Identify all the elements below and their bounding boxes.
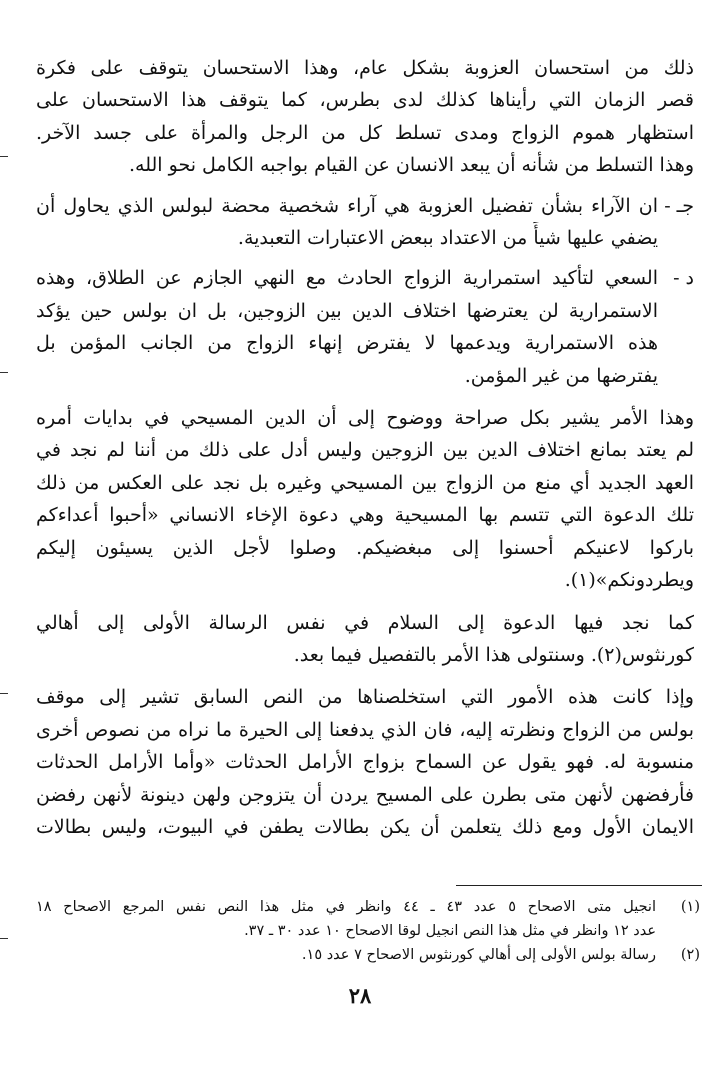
text-line: بولس من الزواج ونظرته إليه، فان الذي يدفعنا إلى الحيرة ما نراه من نصوص أخرى [36,718,694,741]
text-line: تلك الدعوة التي تتسم بها المسيحية وهي دعوة الإخاء الانساني «أحبوا أعداءكم [36,504,694,527]
text-line: العهد الجديد أي منع من الزواج بين المسيحي وغيره بل نجد على العكس من ذلك [36,471,694,494]
footnotes [36,895,700,967]
margin-mark [0,693,8,694]
text-line: منسوبة له. فهو يقول عن السماح بزواج الأرامل الحدثات «وأما الأرامل الحدثات [36,751,694,774]
paragraph-1 [36,52,694,182]
body-text [36,52,694,843]
margin-mark [0,938,8,939]
text-line: هذه الاستمرارية ويدعمها لا يفترض إنهاء الزواج من الجانب المؤمن بل [36,332,658,355]
text-line: باركوا لاعنيكم أحسنوا إلى مبغضيكم. وصلوا لأجل الذين يسيئون إليكم [36,536,694,559]
text-line: فأرفضهن لأنهن متى بطرن على المسيح يردن أن يتزوجن ولهن دينونة لأنهن رفضن [36,783,694,806]
footnote-line: عدد ١٢ وانظر في مثل هذا النص انجيل لوقا الاصحاح ١٠ عدد ٣٠ ـ ٣٧. [244,923,656,939]
paragraph-3 [36,607,694,672]
text-line: استظهار هموم الزواج ومدى تسلط كل من الرجل والمرأة على جسد الآخر. [36,121,694,144]
footnote-number: (٢) [680,947,700,963]
text-line: الايمان الأول ومع ذلك يتعلمن أن يكن بطالات يطفن في البيوت، وليس بطالات [36,815,694,838]
page-number: ٢٨ [348,983,372,1008]
text-line: قصر الزمان التي رأيناها كذلك لدى بطرس، كما يتوقف هذا الاستحسان على [36,89,694,112]
footnote-2 [36,943,700,967]
text-line: يفترضها من غير المؤمن. [464,364,658,387]
margin-mark [0,372,8,373]
text-line: ان الآراء بشأن تفضيل العزوبة هي آراء شخصية محضة لبولس الذي يحاول أن [36,194,658,217]
list-item-d [36,262,694,392]
text-line: وهذا الأمر يشير بكل صراحة ووضوح إلى أن الدين المسيحي في بدايات أمره [36,407,694,430]
footnote-line: رسالة بولس الأولى إلى أهالي كورنثوس الاصحاح ٧ عدد ١٥. [301,947,656,963]
text-line: ويطردونكم»(١). [564,569,694,592]
footnote-line: انجيل متى الاصحاح ٥ عدد ٤٣ ـ ٤٤ وانظر في مثل هذا النص نفس المرجع الاصحاح ١٨ [36,899,656,915]
text-line: ذلك من استحسان العزوبة بشكل عام، وهذا الاستحسان يتوقف على فكرة [36,57,694,79]
text-line: كما نجد فيها الدعوة إلى السلام في نفس الرسالة الأولى إلى أهالي [36,611,694,634]
margin-mark [0,156,8,157]
list-item-j [36,190,694,255]
list-marker: د - [673,267,694,290]
footnote-divider [456,885,702,886]
footnote-number: (١) [680,899,700,915]
text-line: الاستمرارية لن يعترضها اختلاف الدين بين الزوجين، بل ان بولس حين يؤكد [36,299,658,322]
text-line: لم يعتد بمانع اختلاف الدين بين الزوجين وليس أدل على ذلك من أننا لم نجد في [36,439,694,462]
paragraph-4 [36,681,694,843]
text-line: وإذا كانت هذه الأمور التي استخلصناها من النص السابق تشير إلى موقف [36,686,694,709]
text-line: السعي لتأكيد استمرارية الزواج الحادث مع النهي الجازم عن الطلاق، وهذه [36,267,658,290]
footnote-1 [36,895,700,943]
paragraph-2 [36,402,694,596]
text-line: كورنثوس(٢). وسنتولى هذا الأمر بالتفصيل فيما بعد. [293,643,694,666]
text-line: وهذا التسلط من شأنه أن يبعد الانسان عن القيام بواجبه الكامل نحو الله. [129,154,694,177]
text-line: يضفي عليها شيأً من الاعتداد ببعض الاعتبارات التعبدية. [237,227,658,250]
list-marker: جـ - [664,194,694,217]
